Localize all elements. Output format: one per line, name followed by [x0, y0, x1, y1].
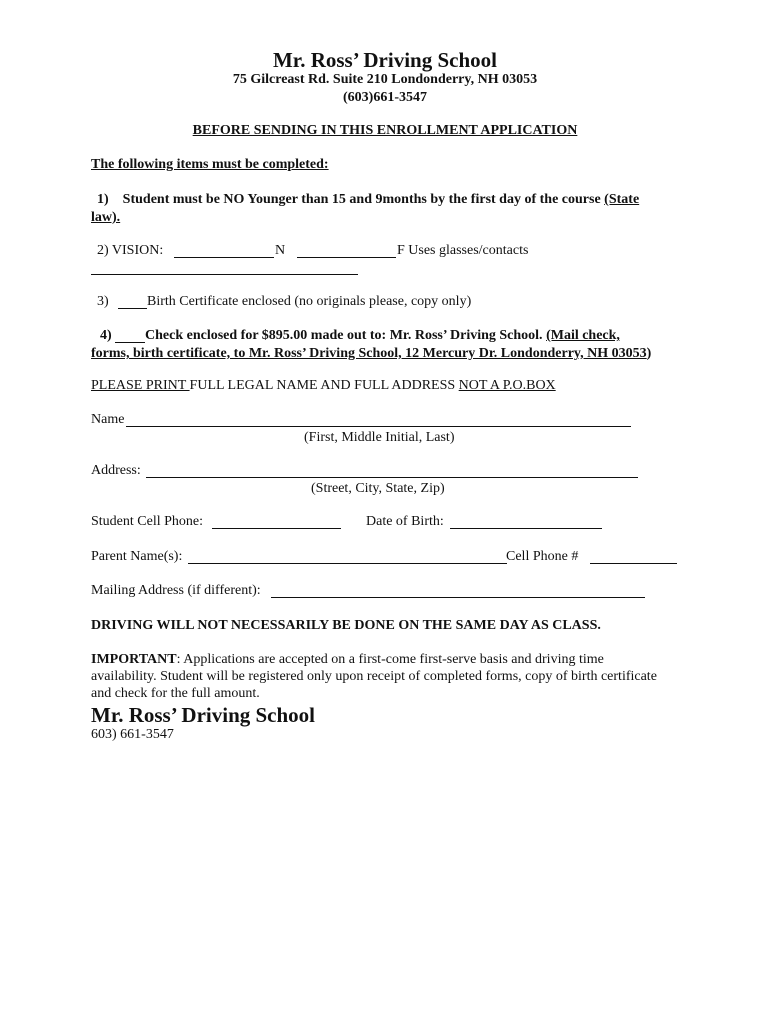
- item1-note-a: (State: [604, 192, 640, 207]
- vision-f-field[interactable]: [297, 257, 396, 258]
- check-enclosed-field[interactable]: [115, 342, 145, 343]
- cell-phone-label: Student Cell Phone:: [91, 514, 203, 529]
- print-instructions: [91, 378, 556, 394]
- address-label: Address:: [91, 463, 141, 478]
- parent-name-label: Parent Name(s):: [91, 549, 183, 564]
- item4-text: Check enclosed for $895.00 made out to: Mr. Ross’ Driving School.: [145, 328, 547, 343]
- student-cell-phone-field[interactable]: [212, 528, 341, 529]
- important-line1: [91, 652, 604, 668]
- item1-number: 1): [97, 192, 109, 207]
- important-line3: and check for the full amount.: [91, 686, 260, 701]
- item1-line1: [97, 192, 639, 208]
- school-address: 75 Gilcreast Rd. Suite 210 Londonderry, NH 03053: [232, 72, 538, 87]
- item4-mail-c: ): [646, 346, 652, 361]
- not-po-box: NOT A P.O.BOX: [458, 378, 556, 393]
- please-print: PLEASE PRINT: [91, 378, 190, 393]
- mailing-address-label: Mailing Address (if different):: [91, 583, 261, 598]
- item4-prefix: 4): [100, 328, 112, 343]
- name-label: Name: [91, 412, 125, 427]
- birth-certificate-check-field[interactable]: [118, 308, 147, 309]
- section-banner: BEFORE SENDING IN THIS ENROLLMENT APPLICATION: [192, 123, 578, 138]
- item4-line2: [91, 346, 651, 362]
- mailing-address-field[interactable]: [271, 597, 645, 598]
- footer-school-name: Mr. Ross’ Driving School: [91, 703, 316, 727]
- item3-prefix: 3): [97, 294, 109, 309]
- school-title: Mr. Ross’ Driving School: [272, 48, 497, 72]
- item4-mail-a: (Mail check,: [546, 328, 620, 343]
- vision-n-field[interactable]: [174, 257, 274, 258]
- name-field[interactable]: [126, 426, 631, 427]
- item1-text: Student must be NO Younger than 15 and 9months by the first day of the course: [122, 192, 601, 207]
- full-legal-name-note: FULL LEGAL NAME AND FULL ADDRESS: [189, 378, 459, 393]
- dob-label: Date of Birth:: [366, 514, 444, 529]
- vision-notes-field[interactable]: [91, 274, 358, 275]
- item2-n-label: N: [275, 243, 286, 258]
- important-label: IMPORTANT: [91, 652, 177, 667]
- item1-note-b: law).: [91, 210, 121, 225]
- address-field[interactable]: [146, 477, 638, 478]
- school-phone: (603)661-3547: [343, 90, 427, 105]
- parent-cell-label: Cell Phone #: [506, 549, 579, 564]
- item4-line1: [145, 328, 620, 344]
- name-hint: (First, Middle Initial, Last): [304, 430, 455, 445]
- important-text-1: : Applications are accepted on a first-come first-serve basis and driving time: [176, 652, 604, 667]
- item2-prefix: 2) VISION:: [97, 243, 164, 258]
- item3-text: Birth Certificate enclosed (no originals please, copy only): [147, 294, 472, 309]
- driving-note: DRIVING WILL NOT NECESSARILY BE DONE ON THE SAME DAY AS CLASS.: [91, 618, 601, 633]
- parent-cell-phone-field[interactable]: [590, 563, 677, 564]
- item4-mail-b: forms, birth certificate, to Mr. Ross’ Driving School, 12 Mercury Dr. Londonderry, NH 03053: [91, 346, 647, 361]
- address-hint: (Street, City, State, Zip): [311, 481, 445, 496]
- footer-phone: 603) 661-3547: [91, 727, 174, 742]
- date-of-birth-field[interactable]: [450, 528, 602, 529]
- parent-name-field[interactable]: [188, 563, 507, 564]
- checklist-heading: The following items must be completed:: [91, 157, 329, 172]
- important-line2: availability. Student will be registered only upon receipt of completed forms, copy of birth certificate: [91, 669, 657, 684]
- item2-f-label: F Uses glasses/contacts: [397, 243, 529, 258]
